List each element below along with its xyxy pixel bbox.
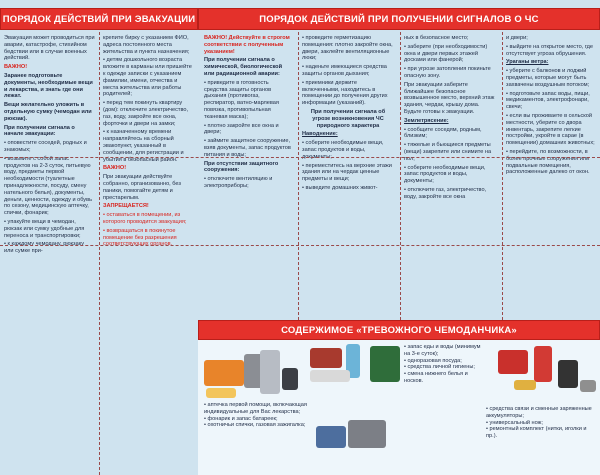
list-item: • если вы проживаете в сельской местности, уберите со двора инвентарь, закрепите легкие постройки, укройте в сарае (в помещении) домашних животных; [506, 113, 596, 147]
list-item: • перейдите, по возможности, в более прочные сооружения или подвальные помещения, расположенные далеко от окон. [506, 149, 596, 176]
list-item: • подготовьте запас воды, пищи, медикаментов, электрофонари, свечи; [506, 91, 596, 111]
first-aid-bag-icon [204, 360, 244, 386]
column-divider [298, 32, 299, 320]
danger-text: При эвакуации заберите ближайшее безопасное возвышенное место, верхний этаж здания, чердак, крышу дома. Будьте готовы к эвакуации. [404, 81, 495, 115]
important-label: ВАЖНО! Действуйте в строгом соответствии с полученным указанием! [204, 35, 290, 55]
list-item: • аптечка первой помощи, включающая индивидуальные для Вас лекарства; [204, 402, 308, 416]
evacuation-column-2 [99, 32, 198, 475]
list-item: • наденьте имеющиеся средства защиты органов дыхания; [302, 64, 394, 78]
kit-left-list [204, 402, 308, 429]
dishes-icon [310, 370, 350, 382]
list-item: • заберите (при необходимости) окна и двери первых этажей досками или фанерой; [404, 44, 496, 64]
signals-column-1 [200, 32, 296, 320]
list-item: • ремонтный комплект (нитки, иголки и пр.). [486, 426, 596, 440]
important-label: ВАЖНО! [103, 165, 127, 172]
list-item: • перед тем покинуть квартиру (дом): отключите электричество, газ, воду, закройте все окна, форточки и двери на замки; [103, 100, 194, 127]
signals-column-2 [298, 32, 398, 320]
toolbox-icon [348, 420, 386, 448]
flashlight-icon [282, 368, 298, 390]
row-divider [0, 157, 600, 158]
list-item: • выйдите на открытое место, где отсутствует угроза обрушения. [506, 44, 596, 58]
list-item: • универсальный нож; [486, 420, 596, 427]
header-evacuation: ПОРЯДОК ДЕЙСТВИЙ ПРИ ЭВАКУАЦИИ [0, 8, 198, 30]
signal-heading: При получении сигнала о начале эвакуации: [4, 124, 75, 138]
evac-intro: Эвакуация может проводиться при аварии, катастрофе, стихийном бедствии или в случае военных действий. [4, 35, 95, 62]
list-item: • соберите необходимые вещи, запас продуктов и воды, документы; [404, 165, 496, 185]
column-divider [99, 32, 100, 475]
list-item: • оставаться в помещении, из которого проводится эвакуация; [103, 212, 194, 226]
header-emergency-signals: ПОРЯДОК ДЕЙСТВИЙ ПРИ ПОЛУЧЕНИИ СИГНАЛОВ О ЧС [198, 8, 600, 30]
battery-icon [514, 380, 536, 390]
column-divider [502, 32, 503, 320]
kit-mid-list [404, 344, 486, 385]
list-item: • одноразовая посуда; [404, 358, 486, 365]
list-item: • займите защитное сооружение, взяв документы, запас продуктов питания и воды; [204, 138, 292, 158]
list-item: • средства связи и сменные заряженные аккумуляторы; [486, 406, 596, 420]
list-item: • запас еды и воды (минимум на 3-е суток); [404, 344, 486, 358]
list-item: • приведите в готовность средства защиты органов дыхания (противогаз, респиратор, ватно-марлевая повязка, противопыльная тканевая маска); [204, 80, 292, 121]
pills-icon [206, 388, 236, 398]
list-item: • отключите газ, электричество, воду, закройте все окна [404, 187, 496, 201]
list-item: • оповестите соседей, родных и знакомых; [4, 140, 95, 154]
list-item: • возьмите с собой запас продуктов на 2-3 суток, питьевую воду, предметы первой необходимости (туалетные принадлежности, посуду, смену нательного белья), документы, деньги, ценности, одежду и обувь по сезону, медицинскую аптечку, спички, фонарик; [4, 156, 95, 217]
canned-food-icon [310, 348, 342, 368]
clothes-icon [316, 426, 346, 448]
radio-icon [498, 350, 528, 374]
list-item: • тяжелые и бьющиеся предметы (вещи) закрепите или снимите на пол; [404, 142, 496, 162]
phone-icon [558, 360, 578, 388]
thermos-icon [260, 350, 280, 394]
list-item: • детям дошкольного возраста вложите в карманы или пришейте к одежде записки с указанием фамилии, имени, отчества и места жительства или работы родителей; [103, 57, 194, 98]
header-alarm-kit: СОДЕРЖИМОЕ «ТРЕВОЖНОГО ЧЕМОДАНЧИКА» [198, 320, 600, 340]
docs-text: Заранее подготовьте документы, необходимые вещи и лекарства, и знать где они лежат. [4, 72, 93, 100]
signals-column-4 [502, 32, 600, 320]
wind-heading: Ураганы ветра: [506, 59, 549, 66]
forbidden-label: ЗАПРЕЩАЕТСЯ! [103, 203, 149, 210]
flood-heading: Наводнение: [302, 131, 338, 138]
list-item: • переместитесь на верхние этажи здания или на чердак ценные предметы и вещи; [302, 163, 394, 183]
list-item: • к каждому чемодану, рюкзаку или сумке при- [4, 241, 95, 255]
list-item: • упакуйте вещи в чемодан, рюкзак или сумку удобные для переноса и транспортировки; [4, 219, 95, 239]
chem-heading: При получении сигнала о химической, биологической или радиационной аварии: [204, 57, 283, 77]
column-divider [400, 32, 401, 320]
list-item: крепите бирку с указанием ФИО, адреса постоянного места жительства и пункта назначения; [103, 35, 190, 55]
list-item: • смена нижнего белья и носков. [404, 371, 486, 385]
bag-text: Вещи желательно уложить в отдельную сумку (чемодан или рюкзак). [4, 102, 92, 122]
list-item: ных в безопасное место; [404, 35, 469, 41]
list-item: • соберите необходимые вещи, запас продуктов и воды, документы; [302, 140, 394, 160]
list-item: • охотничьи спички, газовая зажигалка; [204, 422, 308, 429]
list-item: • проведите герметизацию помещения: плотно закройте окна, двери, заклейте вентиляционные люки; [302, 35, 394, 62]
list-item: • при угрозе затопления покиньте опасную зону. [404, 66, 496, 80]
important-label: ВАЖНО! [4, 64, 28, 71]
signals-column-3 [400, 32, 500, 320]
list-item: • отключите вентиляцию и электроприборы; [204, 176, 292, 190]
no-shelter-heading: При отсутствии защитного сооружения: [204, 160, 279, 174]
alarm-kit-illustration [198, 340, 600, 475]
natural-heading: При получении сигнала об угрозе возникновения ЧС природного характера [310, 108, 386, 129]
knife-icon [534, 346, 552, 382]
kit-right-list [486, 406, 596, 440]
row-divider [0, 245, 600, 246]
quake-heading: Землетрясение: [404, 117, 449, 124]
list-item: • выведите домашних живот- [302, 185, 394, 192]
list-item: и двери; [506, 35, 528, 41]
list-item: • уберите с балконов и лоджий предметы, которые могут быть захвачены воздушным потоком; [506, 68, 596, 88]
list-item: • средства личной гигиены; [404, 364, 486, 371]
list-item: • плотно закройте все окна и двери; [204, 123, 292, 137]
backpack-icon [370, 346, 400, 382]
list-item: • сообщите соседям, родным, близким; [404, 127, 496, 141]
sewing-kit-icon [580, 380, 596, 392]
orderly-text: При эвакуации действуйте собранно, организованно, без паники, помогайте детям и престарелым. [103, 174, 181, 201]
list-item: • фонарик и запас батареек; [204, 416, 308, 423]
evacuation-column-1 [0, 32, 99, 475]
list-item: • возвращаться в покинутое помещение без разрешения соответствующих органов. [103, 228, 194, 248]
list-item: • к назначенному времени направляйтесь на сборный эвакопункт, указанный в сообщении, для регистрации и убытия в безопасный район. [103, 129, 194, 163]
list-item: • приемники держите включенными, находитесь в помещении до получения других информации (указаний). [302, 80, 394, 107]
